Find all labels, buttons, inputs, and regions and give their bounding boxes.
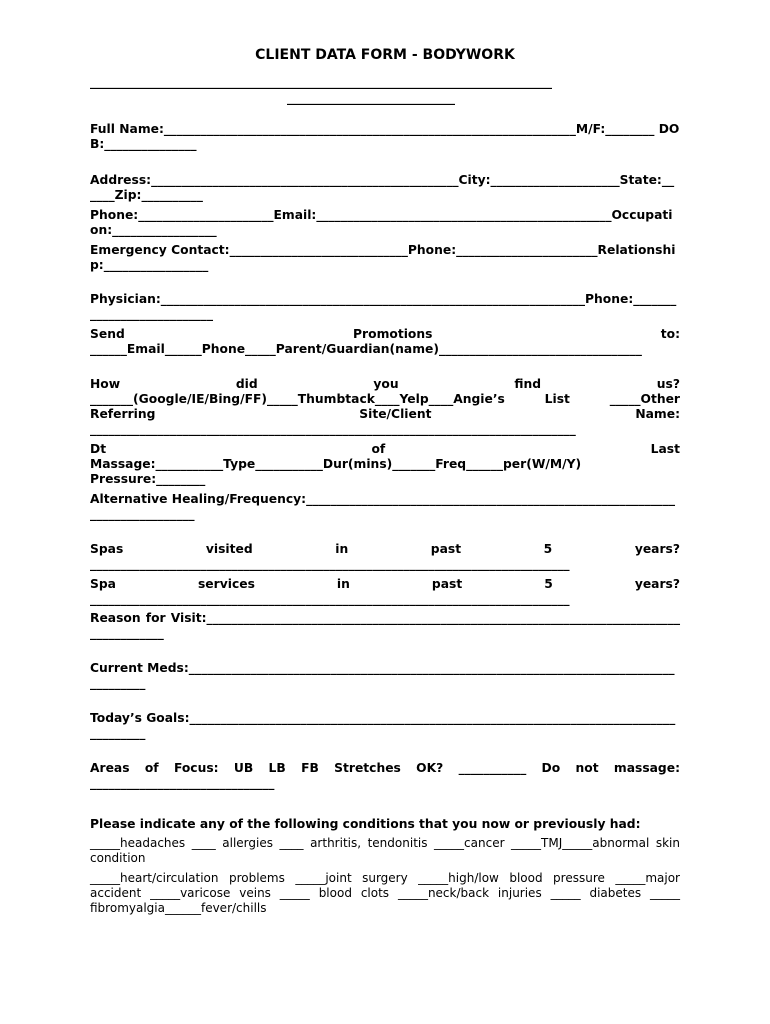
- last-massage-label: Dt of Last: [90, 442, 680, 456]
- spas-visited-label: Spas visited in past 5 years?: [90, 542, 680, 556]
- physician-field[interactable]: Physician:_____________________________________________________________________Phone:___________________________: [90, 292, 677, 321]
- todays-goals-field[interactable]: Today’s Goals:________________________________________________________________________________________: [90, 711, 676, 740]
- referring-label: Referring Site/Client Name:: [90, 407, 680, 421]
- reason-for-visit-field[interactable]: Reason for Visit:_________________________________________________________________________________________: [90, 611, 680, 640]
- emergency-contact-field[interactable]: Emergency Contact:_____________________________Phone:_______________________Relationship:_________________: [90, 243, 676, 272]
- how-find-options[interactable]: _______(Google/IE/Bing/FF)_____Thumbtack____Yelp____Angie’s List _____Other: [90, 392, 680, 406]
- spas-visited-field[interactable]: ______________________________________________________________________________: [90, 557, 570, 571]
- send-promotions-label: Send Promotions to:: [90, 327, 680, 341]
- conditions-line-1[interactable]: _____headaches ____ allergies ____ arthritis, tendonitis _____cancer _____TMJ_____abnormal skin condition: [90, 836, 680, 865]
- referring-field[interactable]: _______________________________________________________________________________: [90, 422, 576, 436]
- alternative-healing-field[interactable]: Alternative Healing/Frequency:_____________________________________________________________________________: [90, 492, 676, 521]
- conditions-heading: Please indicate any of the following conditions that you now or previously had:: [90, 817, 641, 831]
- pressure-field[interactable]: Pressure:________: [90, 472, 206, 486]
- form-title: CLIENT DATA FORM - BODYWORK: [255, 47, 515, 63]
- current-meds-field[interactable]: Current Meds:________________________________________________________________________________________: [90, 661, 675, 690]
- header-rule-1: _____________________________________________________________________________: [90, 75, 552, 89]
- address-field[interactable]: Address:__________________________________________________City:_____________________State:______Zip:__________: [90, 173, 675, 202]
- areas-of-focus-field[interactable]: Areas of Focus: UB LB FB Stretches OK? ___________ Do not massage: ______________________________: [90, 761, 680, 790]
- last-massage-field[interactable]: Massage:___________Type___________Dur(mins)_______Freq______per(W/M/Y): [90, 457, 582, 471]
- phone-email-field[interactable]: Phone:______________________Email:________________________________________________Occupation:_________________: [90, 208, 673, 237]
- full-name-field[interactable]: Full Name:___________________________________________________________________M/F:________ DOB:_______________: [90, 122, 680, 151]
- spa-services-label: Spa services in past 5 years?: [90, 577, 680, 591]
- spa-services-field[interactable]: ______________________________________________________________________________: [90, 592, 570, 606]
- header-rule-2: ____________________________: [287, 91, 455, 105]
- how-find-label: How did you find us?: [90, 377, 680, 391]
- conditions-line-2[interactable]: _____heart/circulation problems _____joint surgery _____high/low blood pressure _____major accident _____varicose veins _____ blood clots _____neck/back injuries _____ diabetes _____ fibromyalgia______fever/chills: [90, 871, 680, 915]
- send-promotions-options[interactable]: ______Email______Phone_____Parent/Guardian(name)_________________________________: [90, 342, 642, 356]
